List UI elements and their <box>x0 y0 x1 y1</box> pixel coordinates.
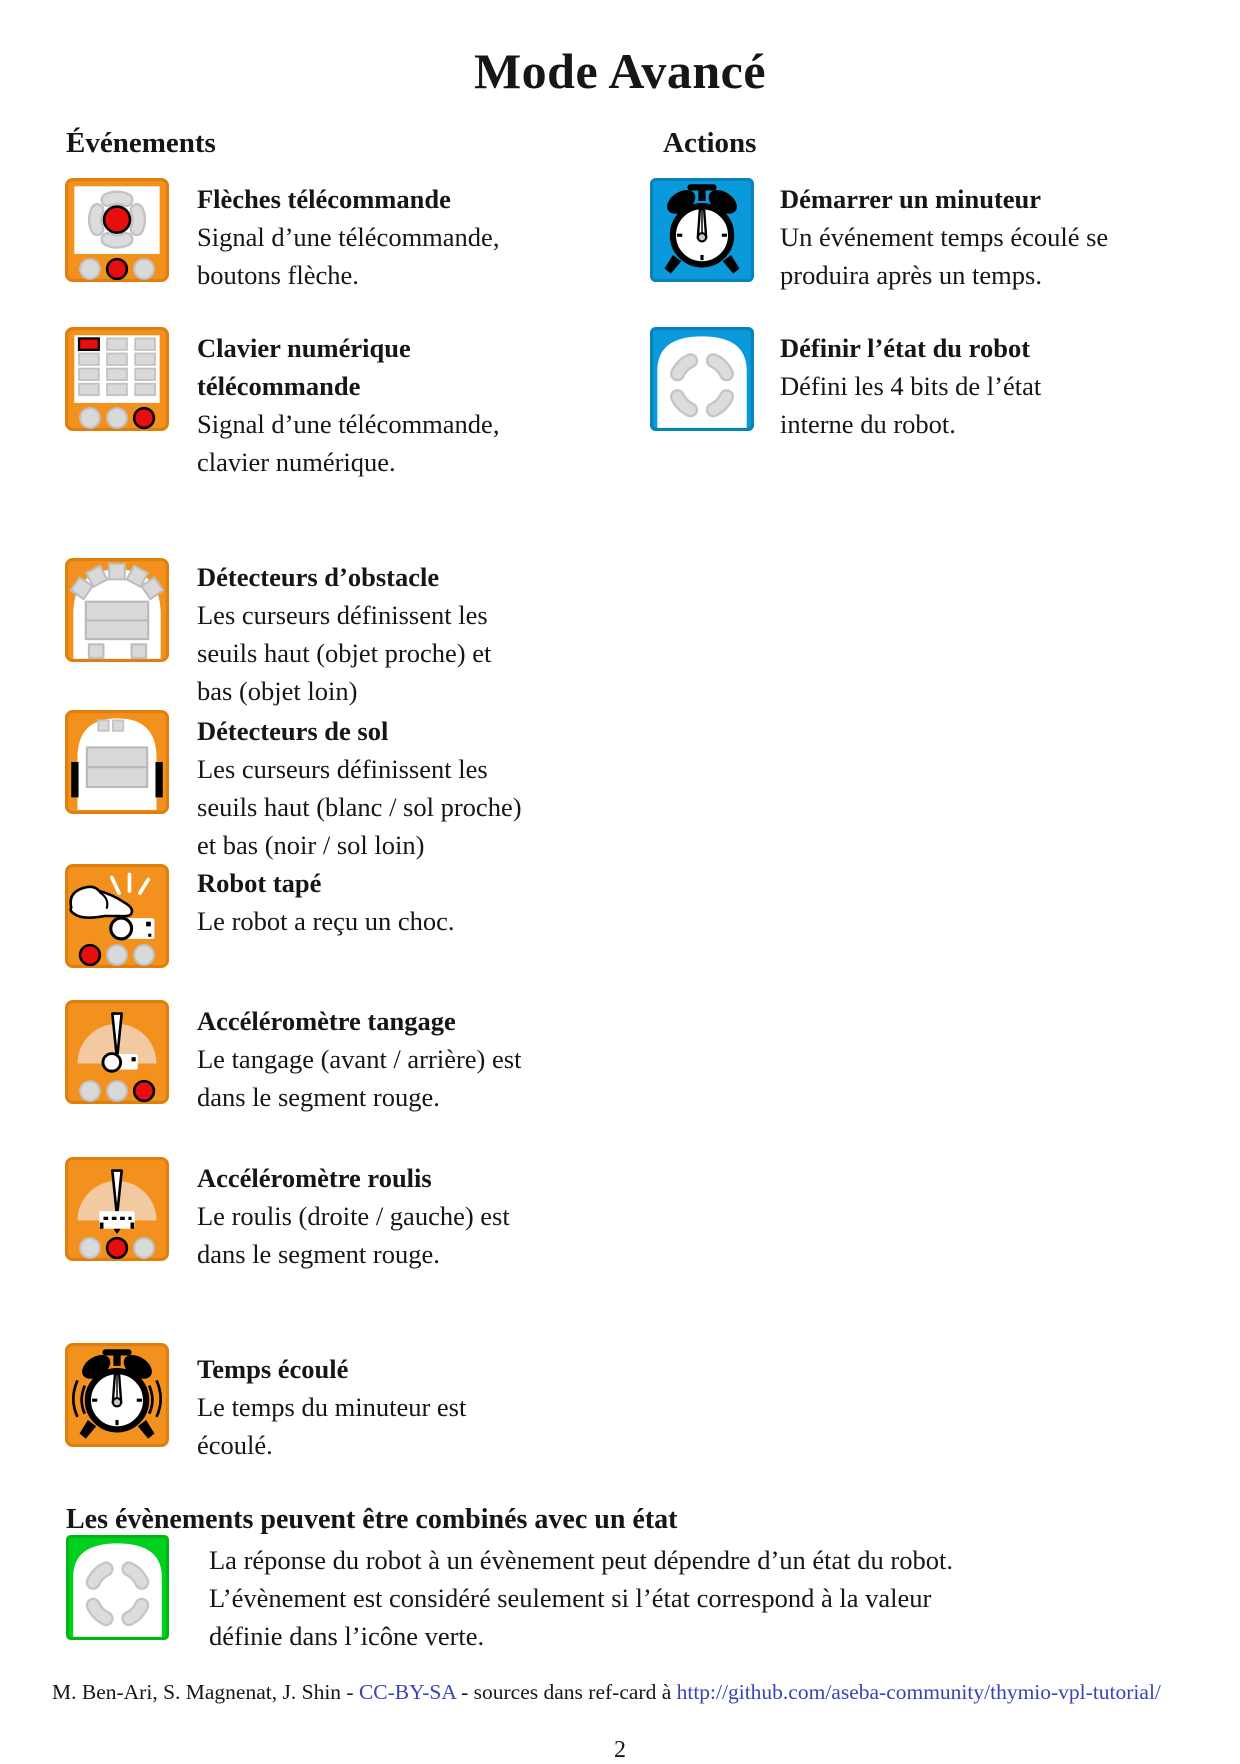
event-item-description-line: dans le segment rouge. <box>197 1082 440 1112</box>
ground-sensors-icon <box>65 710 169 814</box>
event-item-description-line: boutons flèche. <box>197 260 359 290</box>
state-note-line: La réponse du robot à un évènement peut dépendre d’un état du robot. <box>209 1545 953 1575</box>
accelerometer-pitch-icon <box>65 1000 169 1104</box>
event-item <box>197 1159 510 1273</box>
event-item-description-line: Les curseurs définissent les <box>197 600 488 630</box>
event-item-description-line: Signal d’une télécommande, <box>197 222 500 252</box>
action-item-description-line: Un événement temps écoulé se <box>780 222 1109 252</box>
page-title: Mode Avancé <box>473 43 767 99</box>
event-item-title: télécommande <box>197 371 361 401</box>
action-item <box>780 180 1108 294</box>
event-item-description-line: seuils haut (objet proche) et <box>197 638 492 668</box>
page-number: 2 <box>614 1737 626 1763</box>
action-item <box>780 329 1041 443</box>
action-item-description-line: interne du robot. <box>780 409 956 439</box>
timer-elapsed-icon <box>65 1343 169 1447</box>
action-item-title: Démarrer un minuteur <box>780 184 1042 214</box>
event-item-description-line: Le tangage (avant / arrière) est <box>197 1044 522 1074</box>
action-item-title: Définir l’état du robot <box>780 333 1031 363</box>
events-header: Événements <box>66 127 216 159</box>
remote-keypad-icon <box>65 327 169 431</box>
event-item-description-line: bas (objet loin) <box>197 676 358 706</box>
state-note-heading: Les évènements peuvent être combinés avec un état <box>66 1504 678 1535</box>
event-item <box>197 329 499 481</box>
event-item-description-line: Le roulis (droite / gauche) est <box>197 1201 510 1231</box>
event-item-title: Robot tapé <box>197 868 322 898</box>
event-item <box>197 1002 521 1116</box>
event-item-description-line: Les curseurs définissent les <box>197 754 488 784</box>
license-link[interactable]: CC-BY-SA <box>358 1680 456 1704</box>
event-item <box>197 864 455 940</box>
event-item-description-line: seuils haut (blanc / sol proche) <box>197 792 522 822</box>
event-item-description-line: dans le segment rouge. <box>197 1239 440 1269</box>
state-note <box>209 1541 953 1655</box>
action-item-description-line: produira après un temps. <box>780 260 1042 290</box>
event-item <box>197 1350 466 1464</box>
start-timer-icon <box>650 178 754 282</box>
event-item-description-line: Signal d’une télécommande, <box>197 409 500 439</box>
tutorial-url-link[interactable]: http://github.com/aseba-community/thymio-vpl-tutorial/ <box>676 1680 1161 1704</box>
event-item-description-line: et bas (noir / sol loin) <box>197 830 425 860</box>
accelerometer-roll-icon <box>65 1157 169 1261</box>
robot-tapped-icon <box>65 864 169 968</box>
event-item <box>197 712 522 864</box>
event-item-title: Détecteurs de sol <box>197 716 389 746</box>
action-item-description-line: Défini les 4 bits de l’état <box>780 371 1042 401</box>
event-item-title: Flèches télécommande <box>197 184 451 214</box>
event-item-title: Accéléromètre tangage <box>197 1006 456 1036</box>
footer-text <box>52 1680 1161 1705</box>
event-item-title: Détecteurs d’obstacle <box>197 562 440 592</box>
event-item <box>197 180 499 294</box>
state-note-line: L’évènement est considéré seulement si l’état correspond à la valeur <box>209 1583 932 1613</box>
remote-arrows-icon <box>65 178 169 282</box>
set-state-icon <box>650 327 754 431</box>
event-item-description-line: clavier numérique. <box>197 447 396 477</box>
footer-authors: M. Ben-Ari, S. Magnenat, J. Shin - <box>52 1680 359 1704</box>
event-item-title: Accéléromètre roulis <box>197 1163 432 1193</box>
event-item-description-line: Le temps du minuteur est <box>197 1392 467 1422</box>
footer-middle: - sources dans ref-card à <box>455 1680 677 1704</box>
actions-header: Actions <box>663 127 757 159</box>
obstacle-sensors-icon <box>65 558 169 662</box>
event-item-title: Clavier numérique <box>197 333 411 363</box>
event-item <box>197 558 491 710</box>
event-item-description-line: Le robot a reçu un choc. <box>197 906 455 936</box>
state-note-line: définie dans l’icône verte. <box>209 1621 485 1651</box>
event-item-description-line: écoulé. <box>197 1430 273 1460</box>
state-green-icon <box>66 1535 169 1640</box>
event-item-title: Temps écoulé <box>197 1354 349 1384</box>
